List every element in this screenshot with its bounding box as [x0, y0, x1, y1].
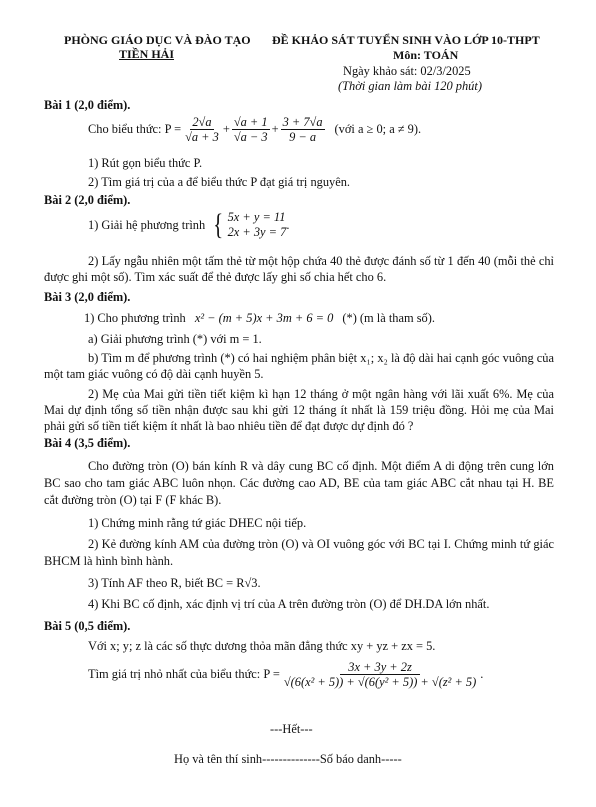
bai1-q2: 2) Tìm giá trị của a để biểu thức P đạt giá trị nguyên. [88, 175, 351, 189]
bai2-q2: 2) Lấy ngẫu nhiên một tấm thẻ từ một hộp chứa 40 thẻ được đánh số từ 1 đến 40 (mỗi thẻ chỉ được ghi một số). Tìm xác suất để thẻ được lấy ghi số chia hết cho 6. [44, 254, 554, 284]
equation-system: { 5x + y = 11 2x + 3y = 7 [213, 208, 287, 241]
bai5-title: Bài 5 (0,5 điểm). [44, 619, 131, 633]
bai1-expression: Cho biểu thức: P = $\frac{2√a}{√a + 3}$ + $\frac{√a + 1}{√a - 3}$ + $\frac{3 + 7√a}{9 - a}$ (với a ≥ 0; a ≠ 9). [88, 115, 422, 144]
bai2-title: Bài 2 (2,0 điểm). [44, 193, 131, 207]
bai4-title: Bài 4 (3,5 điểm). [44, 436, 131, 450]
exam-duration: (Thời gian làm bài 120 phút) [338, 79, 482, 93]
bai2-q1: 1) Giải hệ phương trình { 5x + y = 11 2x + 3y = 7 . [88, 208, 290, 241]
exam-date: Ngày khảo sát: 02/3/2025 [343, 64, 471, 78]
bai5-intro: Với x; y; z là các số thực dương thỏa mãn đẳng thức xy + yz + zx = 5. [88, 639, 436, 653]
bai4-intro: Cho đường tròn (O) bán kính R và dây cung BC cố định. Một điểm A di động trên cung lớn BC sao cho tam giác ABC luôn nhọn. Các đường cao AD, BE của tam giác ABC cắt nhau tại H. BE cắt đường tròn (O) tại F (F khác B). [44, 459, 554, 507]
bai5-expression: Tìm giá trị nhỏ nhất của biểu thức: P = $\frac{3x + 3y + 2z}{\text{√(6(x² + 5)) + √(6(y² + 5)) + √(z² + 5)}}$ . [88, 660, 484, 689]
bai1-title: Bài 1 (2,0 điểm). [44, 98, 131, 112]
bai1-q1: 1) Rút gọn biểu thức P. [88, 156, 203, 170]
candidate-info-line: Họ và tên thí sinh--------------Số báo danh----- [174, 752, 402, 766]
bai4-q1: 1) Chứng minh rằng tứ giác DHEC nội tiếp. [88, 516, 307, 530]
bai3-q1: 1) Cho phương trình x² − (m + 5)x + 3m + 6 = 0 (*) (m là tham số). [84, 311, 435, 325]
bai3-equation: x² − (m + 5)x + 3m + 6 = 0 [194, 311, 334, 325]
bai1-intro: Cho biểu thức: P = [88, 122, 182, 136]
subject: Môn: TOÁN [393, 48, 459, 62]
bai4-q4: 4) Khi BC cố định, xác định vị trí của A trên đường tròn (O) để DH.DA lớn nhất. [88, 597, 490, 611]
district-name: TIỀN HẢI [119, 47, 175, 61]
end-marker: ---Hết--- [270, 722, 313, 736]
bai3-title: Bài 3 (2,0 điểm). [44, 290, 131, 304]
fraction-1: $\frac{2√a}{√a + 3}$ [185, 115, 219, 144]
bai3-q2: 2) Mẹ của Mai gửi tiền tiết kiệm kì hạn 12 tháng ở một ngân hàng với lãi xuất 6%. Mẹ của Mai dự định tổng số tiền nhận được sau khi gửi 12 tháng ít nhất là 159 triệu đồng. Hỏi mẹ của Mai phải gửi số tiền tiết kiệm ít nhất là bao nhiêu tiền để đạt được dự định đó ? [44, 387, 554, 433]
bai1-condition: (với a ≥ 0; a ≠ 9). [334, 122, 422, 136]
bai3-qa: a) Giải phương trình (*) với m = 1. [88, 332, 262, 346]
bai4-q3: 3) Tính AF theo R, biết BC = R√3. [88, 576, 261, 590]
department-name: PHÒNG GIÁO DỤC VÀ ĐÀO TẠO [64, 33, 251, 47]
bai4-q2: 2) Kẻ đường kính AM của đường tròn (O) và OI vuông góc với BC tại I. Chứng minh tứ giác BHCM là hình bình hành. [44, 537, 554, 568]
bai3-qb: b) Tìm m để phương trình (*) có hai nghiệm phân biệt x₁; x₂ là độ dài hai cạnh góc vuông của một tam giác vuông có độ dài cạnh huyền 5. [44, 351, 554, 381]
bai5-fraction: $\frac{3x + 3y + 2z}{\text{√(6(x² + 5)) + √(6(y² + 5)) + √(z² + 5)}}$ [283, 660, 477, 689]
exam-title: ĐỀ KHẢO SÁT TUYỂN SINH VÀO LỚP 10-THPT [272, 33, 540, 47]
fraction-2: $\frac{√a + 1}{√a - 3}$ [233, 115, 268, 144]
fraction-3: $\frac{3 + 7√a}{9 - a}$ [282, 115, 323, 144]
